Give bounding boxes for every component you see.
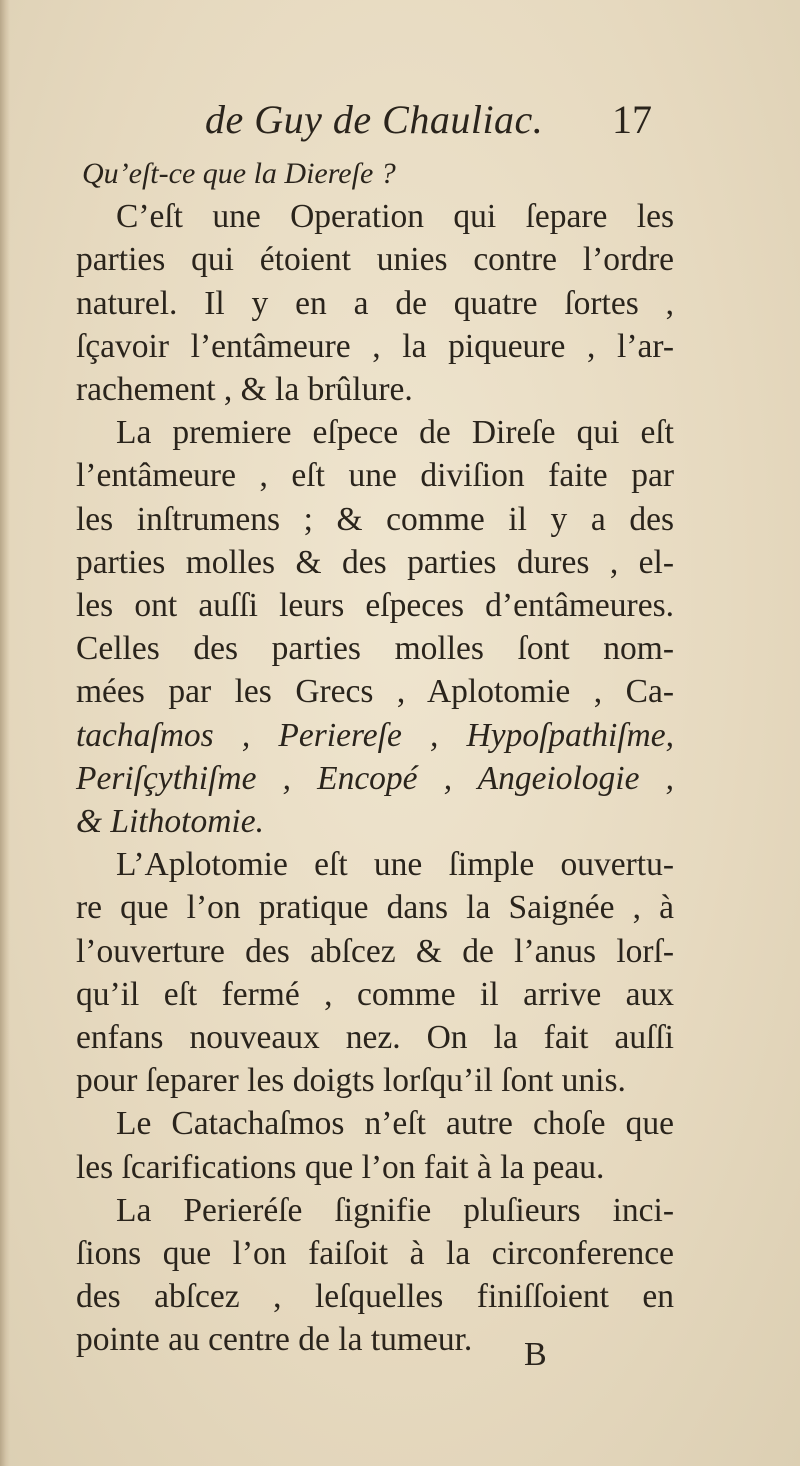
text-line: parties qui étoient unies contre l’ordre — [76, 241, 674, 279]
text-line: des abſcez , leſquelles finiſſoient en — [76, 1278, 674, 1316]
text-line: mées par les Grecs , Aplotomie , Ca- — [76, 673, 674, 711]
signature-mark: B — [524, 1336, 547, 1373]
text-line: Periſçythiſme , Encopé , Angeiologie , — [76, 759, 674, 797]
text-line: les ont auſſi leurs eſpeces d’entâmeures. — [76, 587, 674, 625]
text-line: re que l’on pratique dans la Saignée , à — [76, 889, 674, 927]
page-number: 17 — [612, 97, 652, 142]
text-line: ſçavoir l’entâmeure , la piqueure , l’ar- — [76, 327, 674, 365]
text-line: pointe au centre de la tumeur. — [76, 1321, 473, 1359]
text-line: Celles des parties molles ſont nom- — [76, 630, 674, 668]
text-line: rachement , & la brûlure. — [76, 371, 413, 409]
text-line: parties molles & des parties dures , el- — [76, 543, 674, 581]
text-line: les ſcarifications que l’on fait à la peau. — [76, 1148, 605, 1186]
text-line: naturel. Il y en a de quatre ſortes , — [76, 284, 674, 322]
text-line: La Perieréſe ſignifie pluſieurs inci- — [116, 1191, 674, 1229]
text-line: tachaſmos , Periereſe , Hypoſpathiſme, — [76, 716, 674, 754]
text-line: qu’il eſt fermé , comme il arrive aux — [76, 975, 674, 1013]
text-line: enfans nouveaux nez. On la fait auſſi — [76, 1019, 674, 1057]
text-line: les inſtrumens ; & comme il y a des — [76, 500, 674, 538]
section-question: Qu’eſt-ce que la Diereſe ? — [82, 157, 396, 190]
text-line: l’ouverture des abſcez & de l’anus lorſ- — [76, 932, 674, 970]
text-line: L’Aplotomie eſt une ſimple ouvertu- — [116, 846, 674, 884]
text-line: C’eſt une Operation qui ſepare les — [116, 198, 674, 236]
running-head: de Guy de Chauliac. — [205, 97, 544, 142]
text-line: ſions que l’on faiſoit à la circonference — [76, 1235, 674, 1273]
text-line: La premiere eſpece de Direſe qui eſt — [116, 414, 674, 452]
page-spine-shadow — [0, 0, 10, 1466]
body-text — [76, 152, 674, 1362]
text-line: & Lithotomie. — [76, 803, 264, 841]
text-line: pour ſeparer les doigts lorſqu’il ſont unis. — [76, 1062, 626, 1100]
text-line: l’entâmeure , eſt une diviſion faite par — [76, 457, 674, 495]
text-line: Le Catachaſmos n’eſt autre choſe que — [116, 1105, 674, 1143]
page-header — [0, 96, 800, 156]
